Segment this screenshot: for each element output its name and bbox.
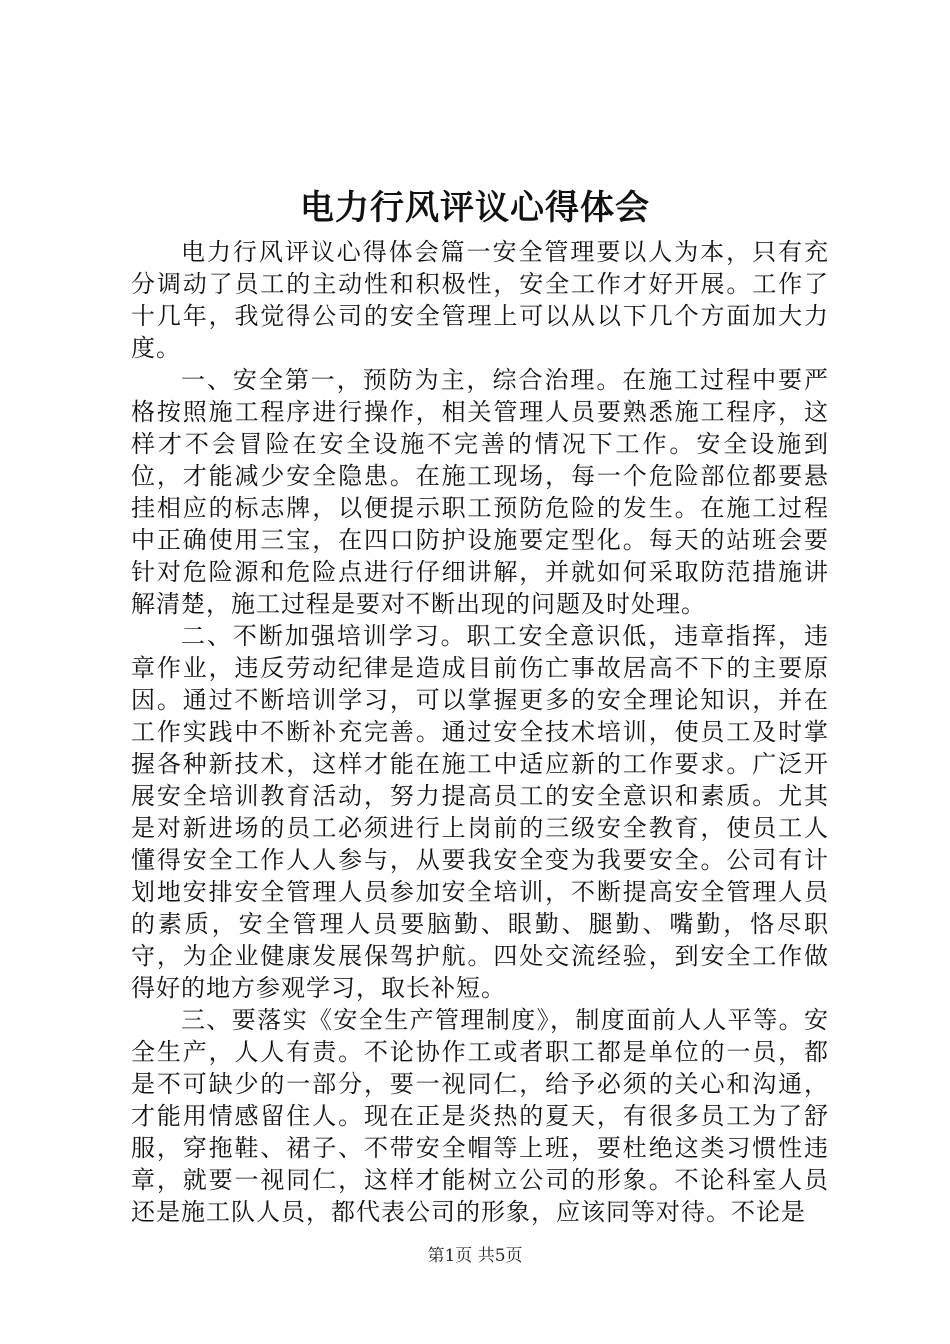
paragraph-section-1: 一、安全第一，预防为主，综合治理。在施工过程中要严格按照施工程序进行操作，相关管理人员要熟悉施工程序，这样才不会冒险在安全设施不完善的情况下工作。安全设施到位，才能减少安全隐患。在施工现场，每一个危险部位都要悬挂相应的标志牌，以便提示职工预防危险的发生。在施工过程中正确使用三宝，在四口防护设施要定型化。每天的站班会要针对危险源和危险点进行仔细讲解，并就如何采取防范措施讲解清楚，施工过程是要对不断出现的问题及时处理。 — [131, 366, 829, 618]
paragraph-section-2: 二、不断加强培训学习。职工安全意识低，违章指挥，违章作业，违反劳动纪律是造成目前伤亡事故居高不下的主要原因。通过不断培训学习，可以掌握更多的安全理论知识，并在工作实践中不断补充完善。通过安全技术培训，使员工及时掌握各种新技术，这样才能在施工中适应新的工作要求。广泛开展安全培训教育活动，努力提高员工的安全意识和素质。尤其是对新进场的员工必须进行上岗前的三级安全教育，使员工人懂得安全工作人人参与，从要我安全变为我要安全。公司有计划地安排安全管理人员参加安全培训，不断提高安全管理人员的素质，安全管理人员要脑勤、眼勤、腿勤、嘴勤，恪尽职守，为企业健康发展保驾护航。四处交流经验，到安全工作做得好的地方参观学习，取长补短。 — [131, 622, 829, 1002]
paragraph-intro: 电力行风评议心得体会篇一安全管理要以人为本，只有充分调动了员工的主动性和积极性，安全工作才好开展。工作了十几年，我觉得公司的安全管理上可以从以下几个方面加大力度。 — [131, 238, 829, 362]
document-body — [131, 236, 829, 1228]
paragraph-section-3: 三、要落实《安全生产管理制度》，制度面前人人平等。安全生产，人人有责。不论协作工或者职工都是单位的一员，都是不可缺少的一部分，要一视同仁，给予必须的关心和沟通，才能用情感留住人。现在正是炎热的夏天，有很多员工为了舒服，穿拖鞋、裙子、不带安全帽等上班，要杜绝这类习惯性违章，就要一视同仁，这样才能树立公司的形象。不论科室人员还是施工队人员，都代表公司的形象，应该同等对待。不论是 — [131, 1006, 829, 1226]
document-title: 电力行风评议心得体会 — [300, 188, 650, 228]
page-number-footer: 第1页 共5页 — [427, 1246, 523, 1266]
